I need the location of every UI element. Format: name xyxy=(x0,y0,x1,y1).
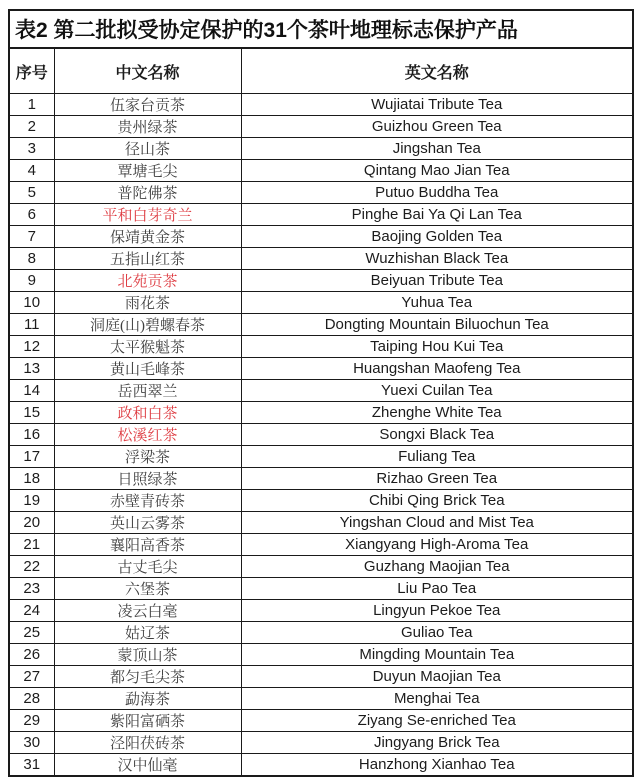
row-number: 21 xyxy=(9,534,54,556)
row-number: 19 xyxy=(9,490,54,512)
table-row xyxy=(9,138,633,160)
table-row xyxy=(9,270,633,292)
table-row xyxy=(9,314,633,336)
english-name: Yuhua Tea xyxy=(241,292,633,314)
table-row xyxy=(9,666,633,688)
row-number: 16 xyxy=(9,424,54,446)
chinese-name: 平和白芽奇兰 xyxy=(54,204,241,226)
row-number: 4 xyxy=(9,160,54,182)
english-name: Beiyuan Tribute Tea xyxy=(241,270,633,292)
table-row xyxy=(9,248,633,270)
chinese-name: 洞庭(山)碧螺春茶 xyxy=(54,314,241,336)
chinese-name: 黄山毛峰茶 xyxy=(54,358,241,380)
chinese-name: 姑辽茶 xyxy=(54,622,241,644)
row-number: 14 xyxy=(9,380,54,402)
chinese-name: 贵州绿茶 xyxy=(54,116,241,138)
table-row xyxy=(9,380,633,402)
chinese-name: 岳西翠兰 xyxy=(54,380,241,402)
row-number: 8 xyxy=(9,248,54,270)
english-name: Mingding Mountain Tea xyxy=(241,644,633,666)
table-row xyxy=(9,468,633,490)
chinese-name: 普陀佛茶 xyxy=(54,182,241,204)
english-name: Putuo Buddha Tea xyxy=(241,182,633,204)
table-row xyxy=(9,710,633,732)
english-name: Xiangyang High-Aroma Tea xyxy=(241,534,633,556)
english-name: Hanzhong Xianhao Tea xyxy=(241,754,633,777)
chinese-name: 浮梁茶 xyxy=(54,446,241,468)
row-number: 17 xyxy=(9,446,54,468)
english-name: Pinghe Bai Ya Qi Lan Tea xyxy=(241,204,633,226)
chinese-name: 太平猴魁茶 xyxy=(54,336,241,358)
chinese-name: 紫阳富硒茶 xyxy=(54,710,241,732)
english-name: Menghai Tea xyxy=(241,688,633,710)
chinese-name: 覃塘毛尖 xyxy=(54,160,241,182)
table-row xyxy=(9,204,633,226)
row-number: 22 xyxy=(9,556,54,578)
row-number: 7 xyxy=(9,226,54,248)
table-title-row xyxy=(9,10,633,48)
row-number: 28 xyxy=(9,688,54,710)
english-name: Yuexi Cuilan Tea xyxy=(241,380,633,402)
row-number: 26 xyxy=(9,644,54,666)
row-number: 31 xyxy=(9,754,54,777)
chinese-name: 古丈毛尖 xyxy=(54,556,241,578)
tea-gi-table xyxy=(8,9,634,777)
table-row xyxy=(9,160,633,182)
row-number: 9 xyxy=(9,270,54,292)
row-number: 2 xyxy=(9,116,54,138)
column-header-cn: 中文名称 xyxy=(54,48,241,94)
english-name: Huangshan Maofeng Tea xyxy=(241,358,633,380)
chinese-name: 雨花茶 xyxy=(54,292,241,314)
table-row xyxy=(9,446,633,468)
row-number: 18 xyxy=(9,468,54,490)
row-number: 25 xyxy=(9,622,54,644)
english-name: Taiping Hou Kui Tea xyxy=(241,336,633,358)
row-number: 13 xyxy=(9,358,54,380)
table-row xyxy=(9,622,633,644)
chinese-name: 襄阳高香茶 xyxy=(54,534,241,556)
table-row xyxy=(9,116,633,138)
column-header-en: 英文名称 xyxy=(241,48,633,94)
row-number: 10 xyxy=(9,292,54,314)
english-name: Rizhao Green Tea xyxy=(241,468,633,490)
english-name: Dongting Mountain Biluochun Tea xyxy=(241,314,633,336)
table-row xyxy=(9,358,633,380)
table-row xyxy=(9,336,633,358)
english-name: Yingshan Cloud and Mist Tea xyxy=(241,512,633,534)
english-name: Jingshan Tea xyxy=(241,138,633,160)
table-row xyxy=(9,556,633,578)
chinese-name: 伍家台贡茶 xyxy=(54,94,241,116)
table-row xyxy=(9,292,633,314)
chinese-name: 凌云白毫 xyxy=(54,600,241,622)
english-name: Qintang Mao Jian Tea xyxy=(241,160,633,182)
table-row xyxy=(9,182,633,204)
row-number: 3 xyxy=(9,138,54,160)
row-number: 15 xyxy=(9,402,54,424)
english-name: Chibi Qing Brick Tea xyxy=(241,490,633,512)
english-name: Lingyun Pekoe Tea xyxy=(241,600,633,622)
chinese-name: 蒙顶山茶 xyxy=(54,644,241,666)
row-number: 27 xyxy=(9,666,54,688)
chinese-name: 北苑贡茶 xyxy=(54,270,241,292)
english-name: Guzhang Maojian Tea xyxy=(241,556,633,578)
chinese-name: 日照绿茶 xyxy=(54,468,241,490)
table-row xyxy=(9,534,633,556)
table-row xyxy=(9,644,633,666)
chinese-name: 保靖黄金茶 xyxy=(54,226,241,248)
column-header-no: 序号 xyxy=(9,48,54,94)
english-name: Fuliang Tea xyxy=(241,446,633,468)
row-number: 20 xyxy=(9,512,54,534)
table-row xyxy=(9,424,633,446)
chinese-name: 五指山红茶 xyxy=(54,248,241,270)
row-number: 5 xyxy=(9,182,54,204)
table-row xyxy=(9,754,633,777)
english-name: Ziyang Se-enriched Tea xyxy=(241,710,633,732)
table-row xyxy=(9,490,633,512)
table-header-row xyxy=(9,48,633,94)
chinese-name: 汉中仙毫 xyxy=(54,754,241,777)
chinese-name: 英山云雾茶 xyxy=(54,512,241,534)
chinese-name: 赤壁青砖茶 xyxy=(54,490,241,512)
english-name: Songxi Black Tea xyxy=(241,424,633,446)
row-number: 23 xyxy=(9,578,54,600)
table-row xyxy=(9,600,633,622)
table-row xyxy=(9,512,633,534)
chinese-name: 六堡茶 xyxy=(54,578,241,600)
english-name: Duyun Maojian Tea xyxy=(241,666,633,688)
row-number: 24 xyxy=(9,600,54,622)
chinese-name: 勐海茶 xyxy=(54,688,241,710)
row-number: 11 xyxy=(9,314,54,336)
table-row xyxy=(9,226,633,248)
table-title: 表2 第二批拟受协定保护的31个茶叶地理标志保护产品 xyxy=(9,10,633,48)
english-name: Guizhou Green Tea xyxy=(241,116,633,138)
row-number: 29 xyxy=(9,710,54,732)
english-name: Zhenghe White Tea xyxy=(241,402,633,424)
english-name: Wuzhishan Black Tea xyxy=(241,248,633,270)
row-number: 12 xyxy=(9,336,54,358)
row-number: 30 xyxy=(9,732,54,754)
english-name: Wujiatai Tribute Tea xyxy=(241,94,633,116)
table-row xyxy=(9,578,633,600)
row-number: 6 xyxy=(9,204,54,226)
chinese-name: 泾阳茯砖茶 xyxy=(54,732,241,754)
chinese-name: 径山茶 xyxy=(54,138,241,160)
chinese-name: 政和白茶 xyxy=(54,402,241,424)
table-row xyxy=(9,402,633,424)
chinese-name: 松溪红茶 xyxy=(54,424,241,446)
english-name: Baojing Golden Tea xyxy=(241,226,633,248)
table-body xyxy=(9,10,633,776)
english-name: Guliao Tea xyxy=(241,622,633,644)
table-row xyxy=(9,688,633,710)
table-row xyxy=(9,94,633,116)
english-name: Jingyang Brick Tea xyxy=(241,732,633,754)
english-name: Liu Pao Tea xyxy=(241,578,633,600)
table-row xyxy=(9,732,633,754)
row-number: 1 xyxy=(9,94,54,116)
chinese-name: 都匀毛尖茶 xyxy=(54,666,241,688)
